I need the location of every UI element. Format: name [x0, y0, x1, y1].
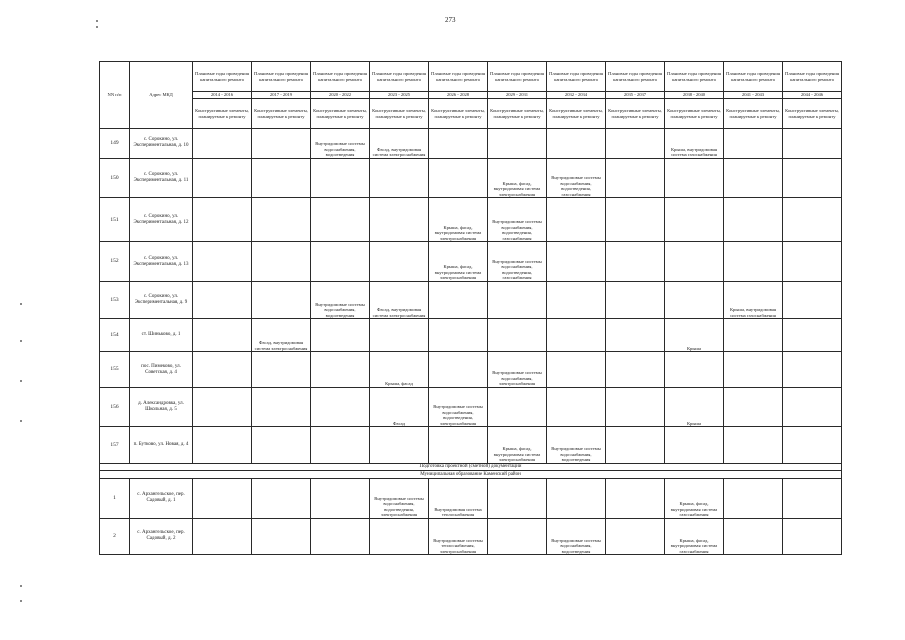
- repair-elements-cell: [783, 352, 842, 387]
- repair-elements-cell: [370, 242, 429, 282]
- period-years: 2029 - 2031: [488, 92, 547, 99]
- repair-elements-cell: [193, 387, 252, 427]
- capital-repair-plan-table: [99, 61, 842, 555]
- repair-elements-cell: Крыша, фасад, внутридомовая система газоснабжения: [665, 478, 724, 518]
- repair-elements-cell: [488, 387, 547, 427]
- repair-elements-cell: [783, 281, 842, 318]
- elements-caption: Конструктивные элементы, планируемые к ремонту: [252, 99, 311, 129]
- margin-mark: [96, 20, 98, 22]
- header-row-period-years: [100, 92, 842, 99]
- period-caption: Плановые годы проведения капитального ремонта: [783, 62, 842, 92]
- repair-elements-cell: Крыша: [665, 387, 724, 427]
- repair-elements-cell: [783, 158, 842, 198]
- repair-elements-cell: [724, 352, 783, 387]
- table-body: [100, 129, 842, 555]
- table-row: [100, 319, 842, 352]
- repair-elements-cell: [547, 281, 606, 318]
- row-number: 2: [100, 518, 130, 554]
- repair-elements-cell: Внутридомовые системы теплоснабжения, электроснабжения: [429, 518, 488, 554]
- repair-elements-cell: [665, 242, 724, 282]
- table-row: [100, 281, 842, 318]
- period-years: 2014 - 2016: [193, 92, 252, 99]
- section-title: Подготовка проектной (сметной) документации: [100, 463, 842, 471]
- repair-elements-cell: [311, 478, 370, 518]
- repair-elements-cell: [665, 198, 724, 242]
- repair-elements-cell: [370, 158, 429, 198]
- period-years: 2035 - 2037: [606, 92, 665, 99]
- row-address: ст. Шиньково, д. 1: [130, 319, 193, 352]
- elements-caption: Конструктивные элементы, планируемые к ремонту: [429, 99, 488, 129]
- period-caption: Плановые годы проведения капитального ремонта: [606, 62, 665, 92]
- row-address: д. Александровка, ул. Школьная, д. 5: [130, 387, 193, 427]
- row-number: 149: [100, 129, 130, 159]
- repair-elements-cell: [547, 478, 606, 518]
- repair-elements-cell: [783, 427, 842, 463]
- repair-elements-cell: [252, 478, 311, 518]
- repair-elements-cell: Внутридомовые системы водоснабжения, водоотведения: [547, 518, 606, 554]
- repair-elements-cell: Внутридомовые системы водоснабжения, водоотведения: [311, 129, 370, 159]
- repair-elements-cell: [724, 129, 783, 159]
- repair-elements-cell: Крыша, фасад, внутридомовая система электроснабжения: [488, 427, 547, 463]
- elements-caption: Конструктивные элементы, планируемые к ремонту: [488, 99, 547, 129]
- repair-elements-cell: [252, 281, 311, 318]
- margin-mark: [20, 585, 22, 587]
- repair-elements-cell: [724, 198, 783, 242]
- table-header: [100, 62, 842, 129]
- margin-mark: [20, 303, 22, 305]
- margin-mark: [20, 340, 22, 342]
- repair-elements-cell: [193, 352, 252, 387]
- repair-elements-cell: [547, 319, 606, 352]
- elements-caption: Конструктивные элементы, планируемые к ремонту: [665, 99, 724, 129]
- row-number: 152: [100, 242, 130, 282]
- repair-elements-cell: [311, 319, 370, 352]
- table-row: [100, 427, 842, 463]
- row-address: с. Архангельское, пер. Садовый, д. 1: [130, 478, 193, 518]
- repair-elements-cell: [193, 319, 252, 352]
- repair-elements-cell: [724, 387, 783, 427]
- row-number: 150: [100, 158, 130, 198]
- subsection-title-row: [100, 471, 842, 479]
- row-number: 154: [100, 319, 130, 352]
- period-years: 2032 - 2034: [547, 92, 606, 99]
- repair-elements-cell: [252, 129, 311, 159]
- row-number: 151: [100, 198, 130, 242]
- repair-elements-cell: [193, 198, 252, 242]
- repair-elements-cell: Внутридомовые системы водоснабжения, водоотведения: [547, 427, 606, 463]
- header-row-element-captions: [100, 99, 842, 129]
- repair-elements-cell: [783, 242, 842, 282]
- column-header-number: NN п/п: [100, 62, 130, 129]
- row-address: с. Сорокино, ул. Экспериментальная, д. 12: [130, 198, 193, 242]
- row-number: 156: [100, 387, 130, 427]
- repair-elements-cell: [252, 158, 311, 198]
- row-address: с. Сорокино, ул. Экспериментальная, д. 9: [130, 281, 193, 318]
- row-address: пос. Пимеково, ул. Советская, д. 4: [130, 352, 193, 387]
- repair-elements-cell: [606, 242, 665, 282]
- row-number: 153: [100, 281, 130, 318]
- repair-elements-cell: [252, 427, 311, 463]
- repair-elements-cell: [311, 158, 370, 198]
- period-caption: Плановые годы проведения капитального ремонта: [370, 62, 429, 92]
- repair-elements-cell: Внутридомовые системы водоснабжения, водоотведения: [311, 281, 370, 318]
- repair-elements-cell: [311, 198, 370, 242]
- row-address: с. Архангельское, пер. Садовый, д. 2: [130, 518, 193, 554]
- repair-elements-cell: [547, 129, 606, 159]
- margin-mark: [96, 26, 98, 28]
- table-row: [100, 518, 842, 554]
- repair-elements-cell: [193, 129, 252, 159]
- repair-elements-cell: [252, 242, 311, 282]
- repair-elements-cell: [429, 427, 488, 463]
- repair-elements-cell: Крыша, внутридомовая система газоснабжения: [724, 281, 783, 318]
- page-number: 273: [445, 16, 456, 24]
- repair-elements-cell: [547, 387, 606, 427]
- repair-elements-cell: [488, 518, 547, 554]
- period-caption: Плановые годы проведения капитального ремонта: [429, 62, 488, 92]
- elements-caption: Конструктивные элементы, планируемые к ремонту: [193, 99, 252, 129]
- row-number: 155: [100, 352, 130, 387]
- header-row-period-captions: [100, 62, 842, 92]
- repair-elements-cell: Фасад, внутридомовая система электроснабжения: [370, 129, 429, 159]
- repair-elements-cell: [665, 427, 724, 463]
- period-years: 2020 - 2022: [311, 92, 370, 99]
- repair-elements-cell: [547, 352, 606, 387]
- repair-elements-cell: [488, 319, 547, 352]
- period-caption: Плановые годы проведения капитального ремонта: [193, 62, 252, 92]
- repair-elements-cell: [370, 319, 429, 352]
- repair-elements-cell: [665, 158, 724, 198]
- repair-elements-cell: Крыша: [665, 319, 724, 352]
- repair-elements-cell: Внутридомовые системы водоснабжения, водоотведения, газоснабжения: [488, 198, 547, 242]
- repair-elements-cell: [606, 518, 665, 554]
- repair-elements-cell: [724, 158, 783, 198]
- repair-elements-cell: [193, 427, 252, 463]
- repair-elements-cell: [724, 518, 783, 554]
- repair-elements-cell: [783, 387, 842, 427]
- column-header-address: Адрес МКД: [130, 62, 193, 129]
- repair-elements-cell: Крыша, фасад, внутридомовая система электроснабжения: [488, 158, 547, 198]
- period-years: 2044 - 2046: [783, 92, 842, 99]
- repair-elements-cell: [252, 518, 311, 554]
- repair-elements-cell: Внутридомовые системы водоснабжения, водоотведения, газоснабжения: [547, 158, 606, 198]
- repair-elements-cell: [783, 319, 842, 352]
- repair-elements-cell: Внутридомовая система теплоснабжения: [429, 478, 488, 518]
- repair-elements-cell: [488, 281, 547, 318]
- period-years: 2026 - 2028: [429, 92, 488, 99]
- period-caption: Плановые годы проведения капитального ремонта: [547, 62, 606, 92]
- elements-caption: Конструктивные элементы, планируемые к ремонту: [311, 99, 370, 129]
- period-years: 2023 - 2025: [370, 92, 429, 99]
- table-row: [100, 242, 842, 282]
- repair-elements-cell: [193, 518, 252, 554]
- repair-elements-cell: [724, 427, 783, 463]
- repair-elements-cell: Внутридомовые системы водоснабжения, водоотведения, газоснабжения: [488, 242, 547, 282]
- repair-elements-cell: [606, 478, 665, 518]
- repair-elements-cell: [665, 281, 724, 318]
- repair-elements-cell: Фасад: [370, 387, 429, 427]
- elements-caption: Конструктивные элементы, планируемые к ремонту: [547, 99, 606, 129]
- repair-elements-cell: [488, 129, 547, 159]
- repair-elements-cell: [547, 198, 606, 242]
- repair-elements-cell: [606, 158, 665, 198]
- table-row: [100, 478, 842, 518]
- repair-elements-cell: Фасад, внутридомовая система электроснабжения: [252, 319, 311, 352]
- repair-elements-cell: Внутридомовые системы водоснабжения, водоотведения, электроснабжения: [370, 478, 429, 518]
- table-row: [100, 198, 842, 242]
- repair-elements-cell: [311, 427, 370, 463]
- repair-elements-cell: [606, 352, 665, 387]
- repair-elements-cell: Крыша, внутридомовая система газоснабжения: [665, 129, 724, 159]
- repair-elements-cell: [193, 478, 252, 518]
- row-number: 157: [100, 427, 130, 463]
- repair-elements-cell: [311, 352, 370, 387]
- repair-elements-cell: [311, 387, 370, 427]
- period-years: 2038 - 2040: [665, 92, 724, 99]
- repair-elements-cell: [193, 158, 252, 198]
- repair-elements-cell: [370, 198, 429, 242]
- repair-elements-cell: [429, 129, 488, 159]
- repair-elements-cell: [606, 427, 665, 463]
- repair-elements-cell: [783, 518, 842, 554]
- row-number: 1: [100, 478, 130, 518]
- period-caption: Плановые годы проведения капитального ремонта: [724, 62, 783, 92]
- repair-elements-cell: [724, 478, 783, 518]
- period-caption: Плановые годы проведения капитального ремонта: [665, 62, 724, 92]
- repair-elements-cell: Внутридомовые системы водоснабжения, водоотведения, электроснабжения: [429, 387, 488, 427]
- margin-mark: [20, 600, 22, 602]
- repair-elements-cell: [311, 242, 370, 282]
- repair-elements-cell: [783, 198, 842, 242]
- repair-elements-cell: [606, 387, 665, 427]
- elements-caption: Конструктивные элементы, планируемые к ремонту: [783, 99, 842, 129]
- period-caption: Плановые годы проведения капитального ремонта: [252, 62, 311, 92]
- repair-elements-cell: [606, 319, 665, 352]
- period-years: 2041 - 2043: [724, 92, 783, 99]
- period-caption: Плановые годы проведения капитального ремонта: [488, 62, 547, 92]
- repair-elements-cell: [429, 352, 488, 387]
- repair-elements-cell: [193, 242, 252, 282]
- table-row: [100, 387, 842, 427]
- repair-elements-cell: [547, 242, 606, 282]
- repair-elements-cell: Фасад, внутридомовая система электроснабжения: [370, 281, 429, 318]
- period-caption: Плановые годы проведения капитального ремонта: [311, 62, 370, 92]
- repair-elements-cell: [370, 518, 429, 554]
- repair-elements-cell: [311, 518, 370, 554]
- repair-elements-cell: [665, 352, 724, 387]
- repair-elements-cell: Крыша, фасад, внутридомовая система электроснабжения: [429, 198, 488, 242]
- section-title-row: [100, 463, 842, 471]
- repair-elements-cell: [606, 281, 665, 318]
- repair-elements-cell: [370, 427, 429, 463]
- repair-elements-cell: [429, 281, 488, 318]
- repair-elements-cell: Крыша, фасад, внутридомовая система электроснабжения: [429, 242, 488, 282]
- row-address: с. Сорокино, ул. Экспериментальная, д. 13: [130, 242, 193, 282]
- elements-caption: Конструктивные элементы, планируемые к ремонту: [724, 99, 783, 129]
- repair-elements-cell: Крыша, фасад, внутридомовая система газоснабжения: [665, 518, 724, 554]
- elements-caption: Конструктивные элементы, планируемые к ремонту: [606, 99, 665, 129]
- table-row: [100, 158, 842, 198]
- repair-elements-cell: [429, 319, 488, 352]
- repair-elements-cell: [783, 478, 842, 518]
- repair-elements-cell: [783, 129, 842, 159]
- elements-caption: Конструктивные элементы, планируемые к ремонту: [370, 99, 429, 129]
- repair-elements-cell: [193, 281, 252, 318]
- table-row: [100, 352, 842, 387]
- repair-elements-cell: [252, 352, 311, 387]
- repair-elements-cell: Крыша, фасад: [370, 352, 429, 387]
- repair-elements-cell: [724, 319, 783, 352]
- row-address: с. Сорокино, ул. Экспериментальная, д. 11: [130, 158, 193, 198]
- row-address: п. Бутково, ул. Новая, д. 4: [130, 427, 193, 463]
- repair-elements-cell: [724, 242, 783, 282]
- repair-elements-cell: Внутридомовые системы водоснабжения, электроснабжения: [488, 352, 547, 387]
- margin-mark: [20, 420, 22, 422]
- repair-elements-cell: [252, 387, 311, 427]
- period-years: 2017 - 2019: [252, 92, 311, 99]
- subsection-title: Муниципальная образование Каменский район: [100, 471, 842, 479]
- repair-elements-cell: [606, 198, 665, 242]
- table-row: [100, 129, 842, 159]
- margin-mark: [20, 380, 22, 382]
- row-address: с. Сорокино, ул. Экспериментальная, д. 10: [130, 129, 193, 159]
- repair-elements-cell: [488, 478, 547, 518]
- repair-elements-cell: [429, 158, 488, 198]
- repair-elements-cell: [606, 129, 665, 159]
- repair-elements-cell: [252, 198, 311, 242]
